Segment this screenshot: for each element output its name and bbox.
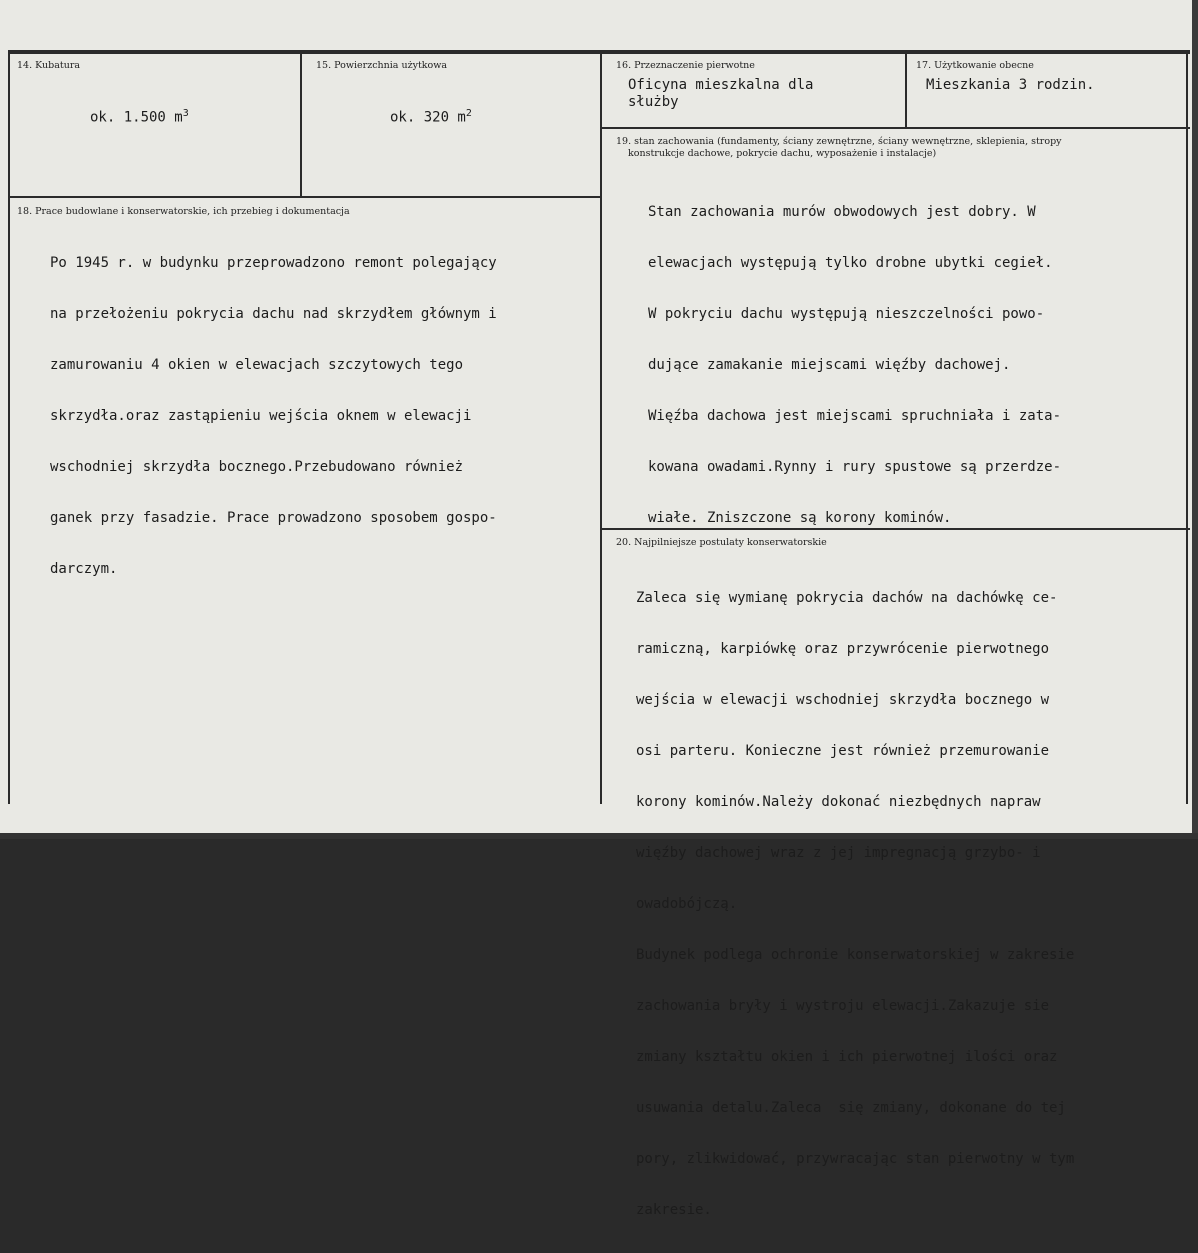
text-line: kowana owadami.Rynny i rury spustowe są przerdze- xyxy=(648,459,1062,475)
text-line: owadobójczą. xyxy=(636,896,738,912)
text-line: Zaleca się wymianę pokrycia dachów na dachówkę ce- xyxy=(636,590,1058,606)
text-line: zmiany kształtu okien i ich pierwotnej ilości oraz xyxy=(636,1049,1058,1065)
divider-16-17 xyxy=(905,52,907,128)
right-border xyxy=(1186,52,1188,804)
text-line: pory, zlikwidować, przywracając stan pierwotny w tym xyxy=(636,1151,1075,1167)
field-14-exponent: 3 xyxy=(182,108,189,119)
text-line: wejścia w elewacji wschodniej skrzydła bocznego w xyxy=(636,692,1050,708)
field-20-text xyxy=(636,556,1074,1253)
field-17-value: Mieszkania 3 rodzin. xyxy=(926,77,1095,93)
field-15-label: 15. Powierzchnia użytkowa xyxy=(316,60,448,71)
text-line: Oficyna mieszkalna dla xyxy=(628,77,814,93)
text-line: więźby dachowej wraz z jej impregnacją grzybo- i xyxy=(636,845,1041,861)
text-line: zachowania bryły i wystroju elewacji.Zakazuje sie xyxy=(636,998,1050,1014)
field-16-value xyxy=(628,77,813,111)
divider-row-18 xyxy=(10,196,602,198)
text-line: dujące zamakanie miejscami więźby dachowej. xyxy=(648,357,1011,373)
text-line: Stan zachowania murów obwodowych jest dobry. W xyxy=(648,204,1036,220)
scan-edge-right xyxy=(1192,0,1198,839)
field-17-label: 17. Użytkowanie obecne xyxy=(916,60,1034,71)
field-15-value: ok. 320 $m^2$ xyxy=(390,108,472,126)
field-16-label: 16. Przeznaczenie pierwotne xyxy=(616,60,755,71)
field-19-label-line-2: konstrukcje dachowe, pokrycie dachu, wyposażenie i instalacje) xyxy=(628,148,937,159)
text-line: korony kominów.Należy dokonać niezbędnych napraw xyxy=(636,794,1041,810)
text-line: usuwania detalu.Zaleca się zmiany, dokonane do tej xyxy=(636,1100,1066,1116)
field-19-text xyxy=(648,170,1061,561)
field-19-label-line-1: 19. stan zachowania (fundamenty, ściany zewnętrzne, ściany wewnętrzne, sklepienia, stropy xyxy=(616,136,1062,147)
top-border xyxy=(8,50,1190,54)
text-line: W pokryciu dachu występują nieszczelności powo- xyxy=(648,306,1045,322)
text-line: Więźba dachowa jest miejscami spruchniała i zata- xyxy=(648,408,1062,424)
divider-row-19 xyxy=(602,127,1190,129)
text-line: ganek przy fasadzie. Prace prowadzono sposobem gospo- xyxy=(50,510,497,526)
text-line: służby xyxy=(628,94,679,110)
field-15-exponent: 2 xyxy=(465,108,472,119)
text-line: elewacjach występują tylko drobne ubytki cegieł. xyxy=(648,255,1053,271)
text-line: osi parteru. Konieczne jest również przemurowanie xyxy=(636,743,1050,759)
text-line: wiałe. Zniszczone są korony kominów. xyxy=(648,510,952,526)
field-18-text xyxy=(50,221,497,612)
text-line: wschodniej skrzydła bocznego.Przebudowano również xyxy=(50,459,464,475)
left-border xyxy=(8,52,10,804)
center-divider xyxy=(600,52,602,804)
divider-14-15 xyxy=(300,52,302,197)
text-line: Po 1945 r. w budynku przeprowadzono remont polegający xyxy=(50,255,497,271)
scan-edge-bottom xyxy=(0,833,1198,839)
field-14-value: ok. 1.500 $m^3$ xyxy=(90,108,189,126)
text-line: zakresie. xyxy=(636,1202,712,1218)
text-line: ramiczną, karpiówkę oraz przywrócenie pierwotnego xyxy=(636,641,1050,657)
text-line: na przełożeniu pokrycia dachu nad skrzydłem głównym i xyxy=(50,306,497,322)
text-line: darczym. xyxy=(50,561,118,577)
field-14-label: 14. Kubatura xyxy=(17,60,81,71)
text-line: zamurowaniu 4 okien w elewacjach szczytowych tego xyxy=(50,357,464,373)
text-line: skrzydła.oraz zastąpieniu wejścia oknem w elewacji xyxy=(50,408,472,424)
text-line: Budynek podlega ochronie konserwatorskiej w zakresie xyxy=(636,947,1075,963)
field-20-label: 20. Najpilniejsze postulaty konserwatorskie xyxy=(616,537,827,548)
field-18-label: 18. Prace budowlane i konserwatorskie, ich przebieg i dokumentacja xyxy=(17,206,350,217)
